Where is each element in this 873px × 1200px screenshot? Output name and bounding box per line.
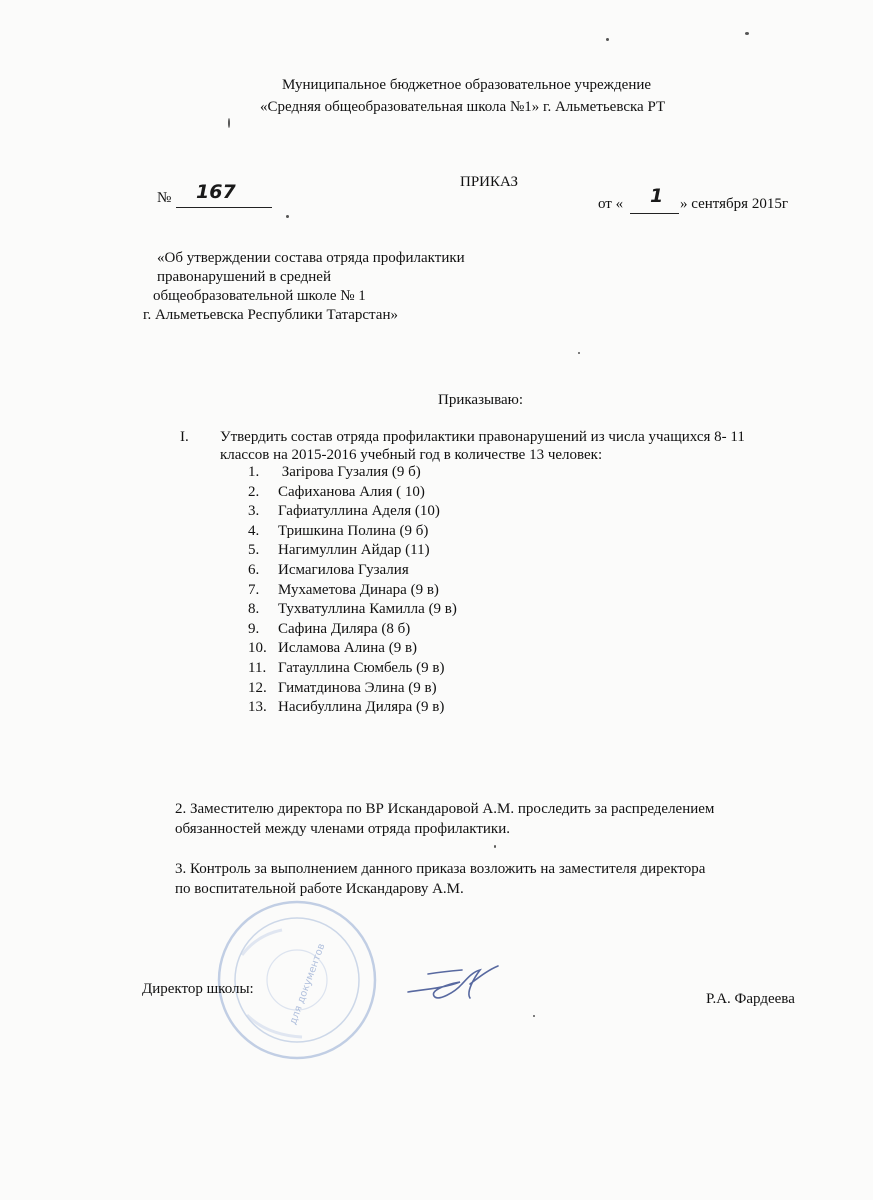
item1-line-1: Утвердить состав отряда профилактики правонарушений из числа учащихся 8- 11: [220, 429, 745, 445]
scan-speck: [606, 38, 609, 41]
list-item: 12. Гиматдинова Элина (9 в): [248, 679, 437, 696]
item2-line-1: 2. Заместителю директора по ВР Искандаровой А.М. проследить за распределением: [175, 801, 715, 817]
item2-line-2: обязанностей между членами отряда профилактики.: [175, 821, 510, 837]
item1-marker: I.: [180, 429, 189, 445]
handwritten-signature: [400, 962, 510, 1006]
stamp-text: для документов: [287, 942, 328, 1027]
item3-line-2: по воспитательной работе Искандарову А.М.: [175, 881, 464, 897]
scan-speck: [228, 118, 230, 128]
list-item: 9. Сафина Диляра (8 б): [248, 620, 411, 637]
signature-name: Р.А. Фардеева: [706, 991, 795, 1007]
subject-line-1: «Об утверждении состава отряда профилактики: [157, 250, 465, 266]
order-title: ПРИКАЗ: [460, 174, 518, 190]
scan-speck: [494, 845, 496, 848]
item3-line-1: 3. Контроль за выполнением данного приказа возложить на заместителя директора: [175, 861, 706, 877]
scan-speck: [533, 1015, 535, 1017]
list-item: 7. Мухаметова Динара (9 в): [248, 581, 439, 598]
item1-line-2: классов на 2015-2016 учебный год в количестве 13 человек:: [220, 447, 603, 463]
scan-speck: [745, 32, 749, 35]
order-number: 167: [196, 181, 236, 203]
subject-line-3: общеобразовательной школе № 1: [153, 288, 366, 304]
subject-line-2: правонарушений в средней: [157, 269, 331, 285]
members-list: [248, 463, 457, 718]
list-item: 1. Заripова Гузалия (9 б): [248, 464, 421, 480]
list-item: 5. Нагимуллин Айдар (11): [248, 542, 430, 559]
list-item: 8. Тухватуллина Камилла (9 в): [248, 601, 457, 618]
school-name: «Средняя общеобразовательная школа №1» г. Альметьевска РТ: [260, 99, 666, 115]
list-item: 6. Исмагилова Гузалия: [248, 561, 409, 578]
command-word: Приказываю:: [438, 392, 523, 408]
list-item: 13. Насибуллина Диляра (9 в): [248, 699, 445, 716]
list-item: 10. Исламова Алина (9 в): [248, 640, 418, 657]
order-date-suffix: » сентября 2015г: [680, 196, 788, 212]
subject-line-4: г. Альметьевска Республики Татарстан»: [143, 307, 398, 323]
signature-role: Директор школы:: [142, 981, 254, 997]
scan-speck: [286, 215, 289, 218]
list-item: 11. Гатауллина Сюмбель (9 в): [248, 659, 445, 676]
order-number-prefix: №: [157, 190, 172, 206]
list-item: 3. Гафиатуллина Аделя (10): [248, 503, 440, 520]
order-date-prefix: от «: [598, 196, 624, 212]
scan-speck: [578, 352, 580, 354]
order-date-day: 1: [650, 185, 664, 207]
list-item: 2. Сафиханова Алия ( 10): [248, 483, 425, 500]
institution-name: Муниципальное бюджетное образовательное учреждение: [282, 77, 652, 93]
list-item: 4. Тришкина Полина (9 б): [248, 522, 429, 539]
